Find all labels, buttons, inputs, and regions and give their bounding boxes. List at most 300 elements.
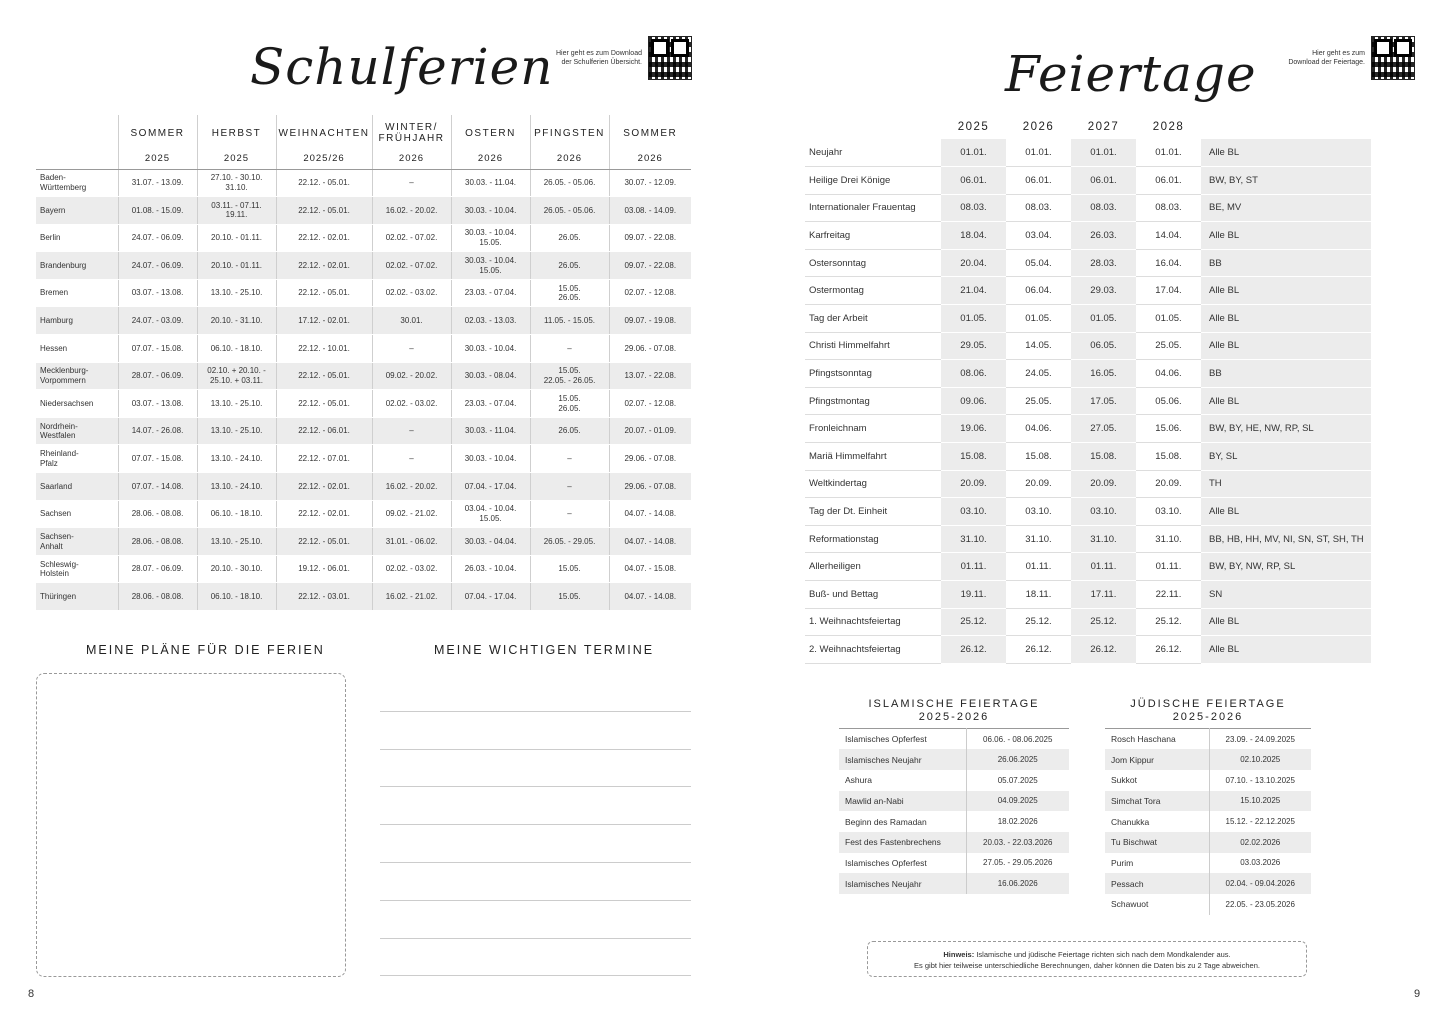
holiday-dates: 31.01. - 06.02.	[372, 528, 451, 556]
holiday-date: 03.10.	[941, 498, 1006, 526]
state-name: Baden- Württemberg	[36, 169, 118, 197]
holiday-dates: 22.12. - 02.01.	[276, 224, 372, 252]
holiday-dates: 30.03. - 10.04.	[451, 197, 530, 225]
holiday-dates: 29.06. - 07.08.	[609, 335, 691, 363]
table-row	[805, 387, 1371, 415]
state-name: Niedersachsen	[36, 390, 118, 418]
table-row	[36, 279, 691, 307]
holiday-date: 26.12.	[941, 636, 1006, 664]
bundeslaender: Alle BL	[1201, 636, 1371, 664]
holiday-dates: 19.12. - 06.01.	[276, 555, 372, 583]
bundeslaender: Alle BL	[1201, 498, 1371, 526]
holiday-name: Islamisches Opferfest	[845, 734, 927, 745]
holiday-dates: 29.06. - 07.08.	[609, 473, 691, 501]
qr-note-feiertage	[1245, 49, 1365, 67]
plans-label: MEINE PLÄNE FÜR DIE FERIEN	[86, 643, 325, 657]
table-row	[839, 853, 1069, 874]
holiday-dates: 24.07. - 06.09.	[118, 252, 197, 280]
holiday-name: Buß- und Bettag	[805, 581, 941, 609]
holiday-dates: –	[372, 417, 451, 445]
holiday-date: 16.06.2026	[966, 873, 1069, 894]
table-row	[36, 417, 691, 445]
holiday-date: 06.01.	[1071, 167, 1136, 195]
year-header: 2027	[1087, 121, 1120, 133]
holiday-dates: 29.06. - 07.08.	[609, 445, 691, 473]
holiday-dates: 17.12. - 02.01.	[276, 307, 372, 335]
table-row	[805, 581, 1371, 609]
islamic-holidays-title	[839, 698, 1069, 724]
holiday-dates: 22.12. - 05.01.	[276, 390, 372, 418]
table-row	[805, 194, 1371, 222]
holiday-dates: 16.02. - 20.02.	[372, 197, 451, 225]
holiday-dates: 04.07. - 14.08.	[609, 528, 691, 556]
holiday-dates: 30.03. - 10.04.	[451, 445, 530, 473]
table-row	[36, 390, 691, 418]
holiday-date: 25.12.	[1136, 608, 1201, 636]
jewish-holidays-title	[1105, 698, 1311, 724]
holiday-date: 01.01.	[1071, 139, 1136, 167]
holiday-date: 15.06.	[1136, 415, 1201, 443]
holiday-date: 06.06. - 08.06.2025	[966, 729, 1069, 750]
bundeslaender: BW, BY, NW, RP, SL	[1201, 553, 1371, 581]
holiday-date: 19.11.	[941, 581, 1006, 609]
holiday-name: Pessach	[1105, 873, 1209, 894]
holiday-dates: 02.02. - 03.02.	[372, 279, 451, 307]
holiday-date: 14.05.	[1006, 332, 1071, 360]
table-row	[805, 553, 1371, 581]
column-year: 2026	[530, 151, 609, 169]
holiday-dates: 03.04. - 10.04. 15.05.	[451, 500, 530, 528]
holiday-date: 21.04.	[941, 277, 1006, 305]
holiday-date: 31.10.	[1071, 525, 1136, 553]
holiday-date: 06.04.	[1006, 277, 1071, 305]
bundeslaender: BB	[1201, 249, 1371, 277]
table-row	[36, 528, 691, 556]
holiday-date: 22.05. - 23.05.2026	[1209, 894, 1311, 915]
year-header: 2028	[1152, 121, 1185, 133]
table-row	[805, 415, 1371, 443]
hinweis-text: Es gibt hier teilweise unterschiedliche Berechnungen, daher können die Daten bis zu 2 Tage abweichen.	[914, 961, 1260, 970]
holiday-dates: 30.03. - 11.04.	[451, 169, 530, 197]
holiday-date: 01.01.	[1136, 139, 1201, 167]
holiday-dates: 28.07. - 06.09.	[118, 555, 197, 583]
holiday-date: 01.11.	[1006, 553, 1071, 581]
column-year: 2025	[118, 151, 197, 169]
column-header: WINTER/ FRÜHJAHR	[372, 115, 451, 151]
holiday-name: Islamisches Neujahr	[839, 749, 966, 770]
holiday-dates: 06.10. - 18.10.	[197, 335, 276, 363]
holiday-dates: 22.12. - 02.01.	[276, 252, 372, 280]
holiday-date: 16.05.	[1071, 360, 1136, 388]
holiday-dates: 16.02. - 21.02.	[372, 583, 451, 611]
holiday-date: 01.05.	[1071, 305, 1136, 333]
column-header: SOMMER	[118, 115, 197, 151]
qr-code-icon[interactable]	[648, 36, 692, 80]
holiday-date: 31.10.	[1136, 525, 1201, 553]
holiday-name: Jom Kippur	[1105, 749, 1209, 770]
holiday-name: Schawuot	[1111, 899, 1149, 910]
holiday-name: Islamisches Opferfest	[845, 857, 927, 868]
holiday-date: 15.08.	[1071, 443, 1136, 471]
page-right	[725, 0, 1450, 1026]
holiday-dates: 06.10. - 18.10.	[197, 583, 276, 611]
holiday-dates: 03.08. - 14.09.	[609, 197, 691, 225]
holiday-date: 01.01.	[1006, 139, 1071, 167]
holiday-dates: 02.10. + 20.10. - 25.10. + 03.11.	[197, 362, 276, 390]
table-row	[36, 555, 691, 583]
holiday-dates: 20.10. - 01.11.	[197, 252, 276, 280]
holiday-name: Tag der Arbeit	[805, 305, 941, 333]
holiday-date: 08.03.	[941, 194, 1006, 222]
holiday-name: Tag der Dt. Einheit	[805, 498, 941, 526]
holiday-date: 24.05.	[1006, 360, 1071, 388]
holiday-dates: 30.03. - 10.04. 15.05.	[451, 252, 530, 280]
holiday-date: 04.09.2025	[966, 791, 1069, 812]
holiday-dates: 26.05.	[530, 417, 609, 445]
table-row	[805, 360, 1371, 388]
holiday-date: 18.04.	[941, 222, 1006, 250]
state-name: Hamburg	[36, 307, 118, 335]
page-number: 9	[1414, 988, 1421, 1000]
note-line[interactable]	[380, 787, 691, 825]
bundeslaender: BW, BY, HE, NW, RP, SL	[1201, 415, 1371, 443]
termine-label: MEINE WICHTIGEN TERMINE	[434, 643, 655, 657]
holiday-dates: –	[530, 335, 609, 363]
table-row	[839, 729, 1069, 750]
holiday-dates: 22.12. - 05.01.	[276, 279, 372, 307]
state-name: Sachsen- Anhalt	[36, 528, 118, 556]
note-line[interactable]	[380, 863, 691, 901]
table-row	[805, 470, 1371, 498]
table-corner	[36, 151, 118, 169]
table-row	[805, 277, 1371, 305]
table-row	[1105, 832, 1311, 853]
holiday-date: 01.05.	[1136, 305, 1201, 333]
holiday-name: Internationaler Frauentag	[805, 194, 941, 222]
year-header: 2025	[957, 121, 990, 133]
holiday-date: 19.06.	[941, 415, 1006, 443]
holiday-name: Weltkindertag	[805, 470, 941, 498]
holiday-dates: 13.10. - 24.10.	[197, 445, 276, 473]
holiday-date: 06.01.	[1136, 167, 1201, 195]
holiday-date: 17.04.	[1136, 277, 1201, 305]
note-line[interactable]	[380, 750, 691, 788]
holiday-date: 01.05.	[1006, 305, 1071, 333]
holiday-dates: 26.03. - 10.04.	[451, 555, 530, 583]
holiday-dates: 22.12. - 05.01.	[276, 528, 372, 556]
bundeslaender: Alle BL	[1201, 305, 1371, 333]
holiday-date: 17.11.	[1071, 581, 1136, 609]
holiday-dates: 02.02. - 03.02.	[372, 390, 451, 418]
holiday-date: 06.01.	[941, 167, 1006, 195]
bundeslaender: BW, BY, ST	[1201, 167, 1371, 195]
note-line[interactable]	[380, 901, 691, 939]
holiday-dates: 09.07. - 22.08.	[609, 224, 691, 252]
holiday-dates: 30.03. - 10.04. 15.05.	[451, 224, 530, 252]
holiday-date: 15.10.2025	[1209, 791, 1311, 812]
islamic-holidays-table	[839, 728, 1069, 894]
holiday-dates: –	[372, 335, 451, 363]
holiday-dates: 22.12. - 06.01.	[276, 417, 372, 445]
holiday-dates: 04.07. - 15.08.	[609, 555, 691, 583]
holiday-dates: 15.05. 26.05.	[530, 390, 609, 418]
holiday-dates: 22.12. - 02.01.	[276, 473, 372, 501]
table-row	[36, 224, 691, 252]
holiday-dates: 23.03. - 07.04.	[451, 279, 530, 307]
holiday-name: Mawlid an-Nabi	[839, 791, 966, 812]
holiday-date: 04.06.	[1136, 360, 1201, 388]
table-row	[805, 332, 1371, 360]
state-name: Rheinland- Pfalz	[36, 445, 118, 473]
holiday-name: Fronleichnam	[805, 415, 941, 443]
table-row	[1105, 853, 1311, 874]
mini-title-line: ISLAMISCHE FEIERTAGE	[868, 698, 1040, 710]
holiday-dates: 20.10. - 31.10.	[197, 307, 276, 335]
holiday-dates: 13.10. - 25.10.	[197, 528, 276, 556]
qr-note-schulferien	[520, 49, 642, 67]
holiday-name: 1. Weihnachtsfeiertag	[805, 608, 941, 636]
table-row	[805, 139, 1371, 167]
holiday-date: 05.06.	[1136, 387, 1201, 415]
bundeslaender: SN	[1201, 581, 1371, 609]
state-name: Sachsen	[36, 500, 118, 528]
table-row	[36, 197, 691, 225]
holiday-name: Pfingstsonntag	[805, 360, 941, 388]
holiday-dates: –	[372, 445, 451, 473]
holiday-dates: 30.01.	[372, 307, 451, 335]
column-header: OSTERN	[451, 115, 530, 151]
holiday-date: 29.03.	[1071, 277, 1136, 305]
holiday-date: 08.03.	[1006, 194, 1071, 222]
column-year: 2026	[609, 151, 691, 169]
holiday-date: 02.04. - 09.04.2026	[1209, 873, 1311, 894]
holiday-date: 31.10.	[1006, 525, 1071, 553]
qr-code-icon[interactable]	[1371, 36, 1415, 80]
table-row	[805, 305, 1371, 333]
qr-note-line: der Schulferien Übersicht.	[561, 59, 642, 66]
holiday-dates: 02.07. - 12.08.	[609, 279, 691, 307]
holiday-date: 02.02.2026	[1209, 832, 1311, 853]
holiday-dates: 09.07. - 22.08.	[609, 252, 691, 280]
holiday-dates: 13.10. - 25.10.	[197, 279, 276, 307]
termine-lines[interactable]	[380, 674, 691, 976]
bundeslaender: BE, MV	[1201, 194, 1371, 222]
holiday-dates: 13.10. - 25.10.	[197, 417, 276, 445]
note-line[interactable]	[380, 712, 691, 750]
holiday-date: 15.08.	[1006, 443, 1071, 471]
holiday-date: 23.09. - 24.09.2025	[1209, 729, 1311, 750]
year-header: 2026	[1022, 121, 1055, 133]
holiday-date: 03.10.	[1006, 498, 1071, 526]
holiday-date: 20.09.	[1006, 470, 1071, 498]
bundeslaender: Alle BL	[1201, 222, 1371, 250]
table-row	[36, 252, 691, 280]
holiday-dates: 30.03. - 04.04.	[451, 528, 530, 556]
holiday-date: 07.10. - 13.10.2025	[1209, 770, 1311, 791]
holiday-name: Chanukka	[1111, 816, 1150, 827]
column-year: 2026	[451, 151, 530, 169]
holiday-date: 20.09.	[941, 470, 1006, 498]
holiday-date: 25.12.	[1071, 608, 1136, 636]
holiday-dates: 04.07. - 14.08.	[609, 583, 691, 611]
holiday-dates: –	[530, 500, 609, 528]
table-row	[805, 249, 1371, 277]
holiday-dates: 06.10. - 18.10.	[197, 500, 276, 528]
qr-note-line: Hier geht es zum Download	[556, 50, 642, 57]
table-corner	[36, 115, 118, 151]
holiday-dates: 22.12. - 05.01.	[276, 169, 372, 197]
schulferien-table	[36, 115, 691, 611]
page-title-schulferien: Schulferien	[250, 38, 554, 96]
holiday-date: 28.03.	[1071, 249, 1136, 277]
holiday-date: 27.05. - 29.05.2026	[966, 853, 1069, 874]
table-row	[36, 362, 691, 390]
holiday-dates: 01.08. - 15.09.	[118, 197, 197, 225]
table-corner	[805, 115, 941, 139]
table-row	[1105, 749, 1311, 770]
holiday-name: Allerheiligen	[805, 553, 941, 581]
column-year: 2026	[372, 151, 451, 169]
holiday-date: 09.06.	[941, 387, 1006, 415]
qr-note-line: Hier geht es zum	[1312, 50, 1365, 57]
table-row	[36, 500, 691, 528]
holiday-name: Rosch Haschana	[1111, 734, 1176, 745]
holiday-dates: 24.07. - 03.09.	[118, 307, 197, 335]
bundeslaender: Alle BL	[1201, 277, 1371, 305]
holiday-date: 08.06.	[941, 360, 1006, 388]
note-line[interactable]	[380, 939, 691, 977]
state-name: Schleswig- Holstein	[36, 555, 118, 583]
holiday-dates: 22.12. - 07.01.	[276, 445, 372, 473]
holiday-name: Reformationstag	[805, 525, 941, 553]
holiday-date: 20.04.	[941, 249, 1006, 277]
page-title-feiertage: Feiertage	[1005, 45, 1257, 103]
note-line[interactable]	[380, 825, 691, 863]
holiday-date: 03.10.	[1071, 498, 1136, 526]
page-number: 8	[28, 988, 35, 1000]
holiday-dates: 09.07. - 19.08.	[609, 307, 691, 335]
state-name: Nordrhein- Westfalen	[36, 417, 118, 445]
holiday-dates: –	[530, 445, 609, 473]
state-name: Thüringen	[36, 583, 118, 611]
holiday-date: 15.12. - 22.12.2025	[1209, 811, 1311, 832]
holiday-dates: 13.10. - 24.10.	[197, 473, 276, 501]
table-row	[36, 583, 691, 611]
holiday-dates: 15.05. 22.05. - 26.05.	[530, 362, 609, 390]
holiday-dates: 30.03. - 11.04.	[451, 417, 530, 445]
holiday-dates: –	[530, 473, 609, 501]
holiday-date: 03.10.	[1136, 498, 1201, 526]
holiday-date: 01.01.	[941, 139, 1006, 167]
holiday-dates: 07.04. - 17.04.	[451, 473, 530, 501]
holiday-dates: –	[372, 169, 451, 197]
holiday-date: 20.09.	[1071, 470, 1136, 498]
holiday-dates: 04.07. - 14.08.	[609, 500, 691, 528]
holiday-dates: 22.12. - 05.01.	[276, 362, 372, 390]
holiday-date: 06.01.	[1006, 167, 1071, 195]
holiday-date: 08.03.	[1071, 194, 1136, 222]
holiday-date: 25.05.	[1136, 332, 1201, 360]
table-row	[36, 473, 691, 501]
holiday-date: 18.11.	[1006, 581, 1071, 609]
holiday-dates: 26.05.	[530, 252, 609, 280]
holiday-date: 06.05.	[1071, 332, 1136, 360]
table-row	[839, 749, 1069, 770]
holiday-name: Christi Himmelfahrt	[805, 332, 941, 360]
holiday-date: 26.12.	[1071, 636, 1136, 664]
holiday-dates: 02.03. - 13.03.	[451, 307, 530, 335]
bundeslaender: Alle BL	[1201, 608, 1371, 636]
holiday-dates: 07.07. - 15.08.	[118, 335, 197, 363]
holiday-name: Fest des Fastenbrechens	[839, 832, 966, 853]
holiday-dates: 27.10. - 30.10. 31.10.	[197, 169, 276, 197]
holiday-date: 16.04.	[1136, 249, 1201, 277]
holiday-dates: 16.02. - 20.02.	[372, 473, 451, 501]
table-row	[36, 335, 691, 363]
holiday-dates: 22.12. - 03.01.	[276, 583, 372, 611]
note-line[interactable]	[380, 674, 691, 712]
table-row	[805, 443, 1371, 471]
holiday-date: 01.11.	[941, 553, 1006, 581]
holiday-dates: 22.12. - 10.01.	[276, 335, 372, 363]
holiday-dates: 02.02. - 03.02.	[372, 555, 451, 583]
holiday-date: 02.10.2025	[1209, 749, 1311, 770]
holiday-dates: 31.07. - 13.09.	[118, 169, 197, 197]
jewish-holidays-table	[1105, 728, 1311, 915]
holiday-date: 22.11.	[1136, 581, 1201, 609]
holiday-dates: 02.02. - 07.02.	[372, 224, 451, 252]
mini-title-line: 2025-2026	[918, 711, 990, 723]
table-row	[839, 873, 1069, 894]
state-name: Mecklenburg- Vorpommern	[36, 362, 118, 390]
holiday-date: 17.05.	[1071, 387, 1136, 415]
bundeslaender: Alle BL	[1201, 139, 1371, 167]
column-header: PFINGSTEN	[530, 115, 609, 151]
holiday-name: 2. Weihnachtsfeiertag	[805, 636, 941, 664]
holiday-date: 05.04.	[1006, 249, 1071, 277]
table-row	[839, 832, 1069, 853]
mini-title-line: 2025-2026	[1172, 711, 1244, 723]
holiday-date: 20.03. - 22.03.2026	[966, 832, 1069, 853]
hinweis-label: Hinweis:	[943, 950, 975, 959]
table-row	[1105, 729, 1311, 750]
column-header: SOMMER	[609, 115, 691, 151]
holiday-date: 26.03.	[1071, 222, 1136, 250]
bundeslaender: BB, HB, HH, MV, NI, SN, ST, SH, TH	[1201, 525, 1371, 553]
holiday-date: 15.08.	[1136, 443, 1201, 471]
holiday-date: 01.11.	[1136, 553, 1201, 581]
table-row	[36, 307, 691, 335]
holiday-name: Tu Bischwat	[1105, 832, 1209, 853]
holiday-name: Heilige Drei Könige	[805, 167, 941, 195]
bundeslaender: BB	[1201, 360, 1371, 388]
holiday-date: 04.06.	[1006, 415, 1071, 443]
column-header: WEIHNACHTEN	[276, 115, 372, 151]
table-corner	[1201, 115, 1371, 139]
table-row	[1105, 811, 1311, 832]
feiertage-table	[805, 115, 1371, 664]
holiday-dates: 26.05.	[530, 224, 609, 252]
holiday-name: Purim	[1111, 857, 1134, 868]
holiday-dates: 26.05. - 05.06.	[530, 169, 609, 197]
holiday-dates: 30.03. - 08.04.	[451, 362, 530, 390]
table-row	[1105, 770, 1311, 791]
bundeslaender: Alle BL	[1201, 387, 1371, 415]
holiday-date: 20.09.	[1136, 470, 1201, 498]
table-row	[805, 525, 1371, 553]
plans-notes-box[interactable]	[36, 673, 346, 977]
table-row	[1105, 791, 1311, 812]
